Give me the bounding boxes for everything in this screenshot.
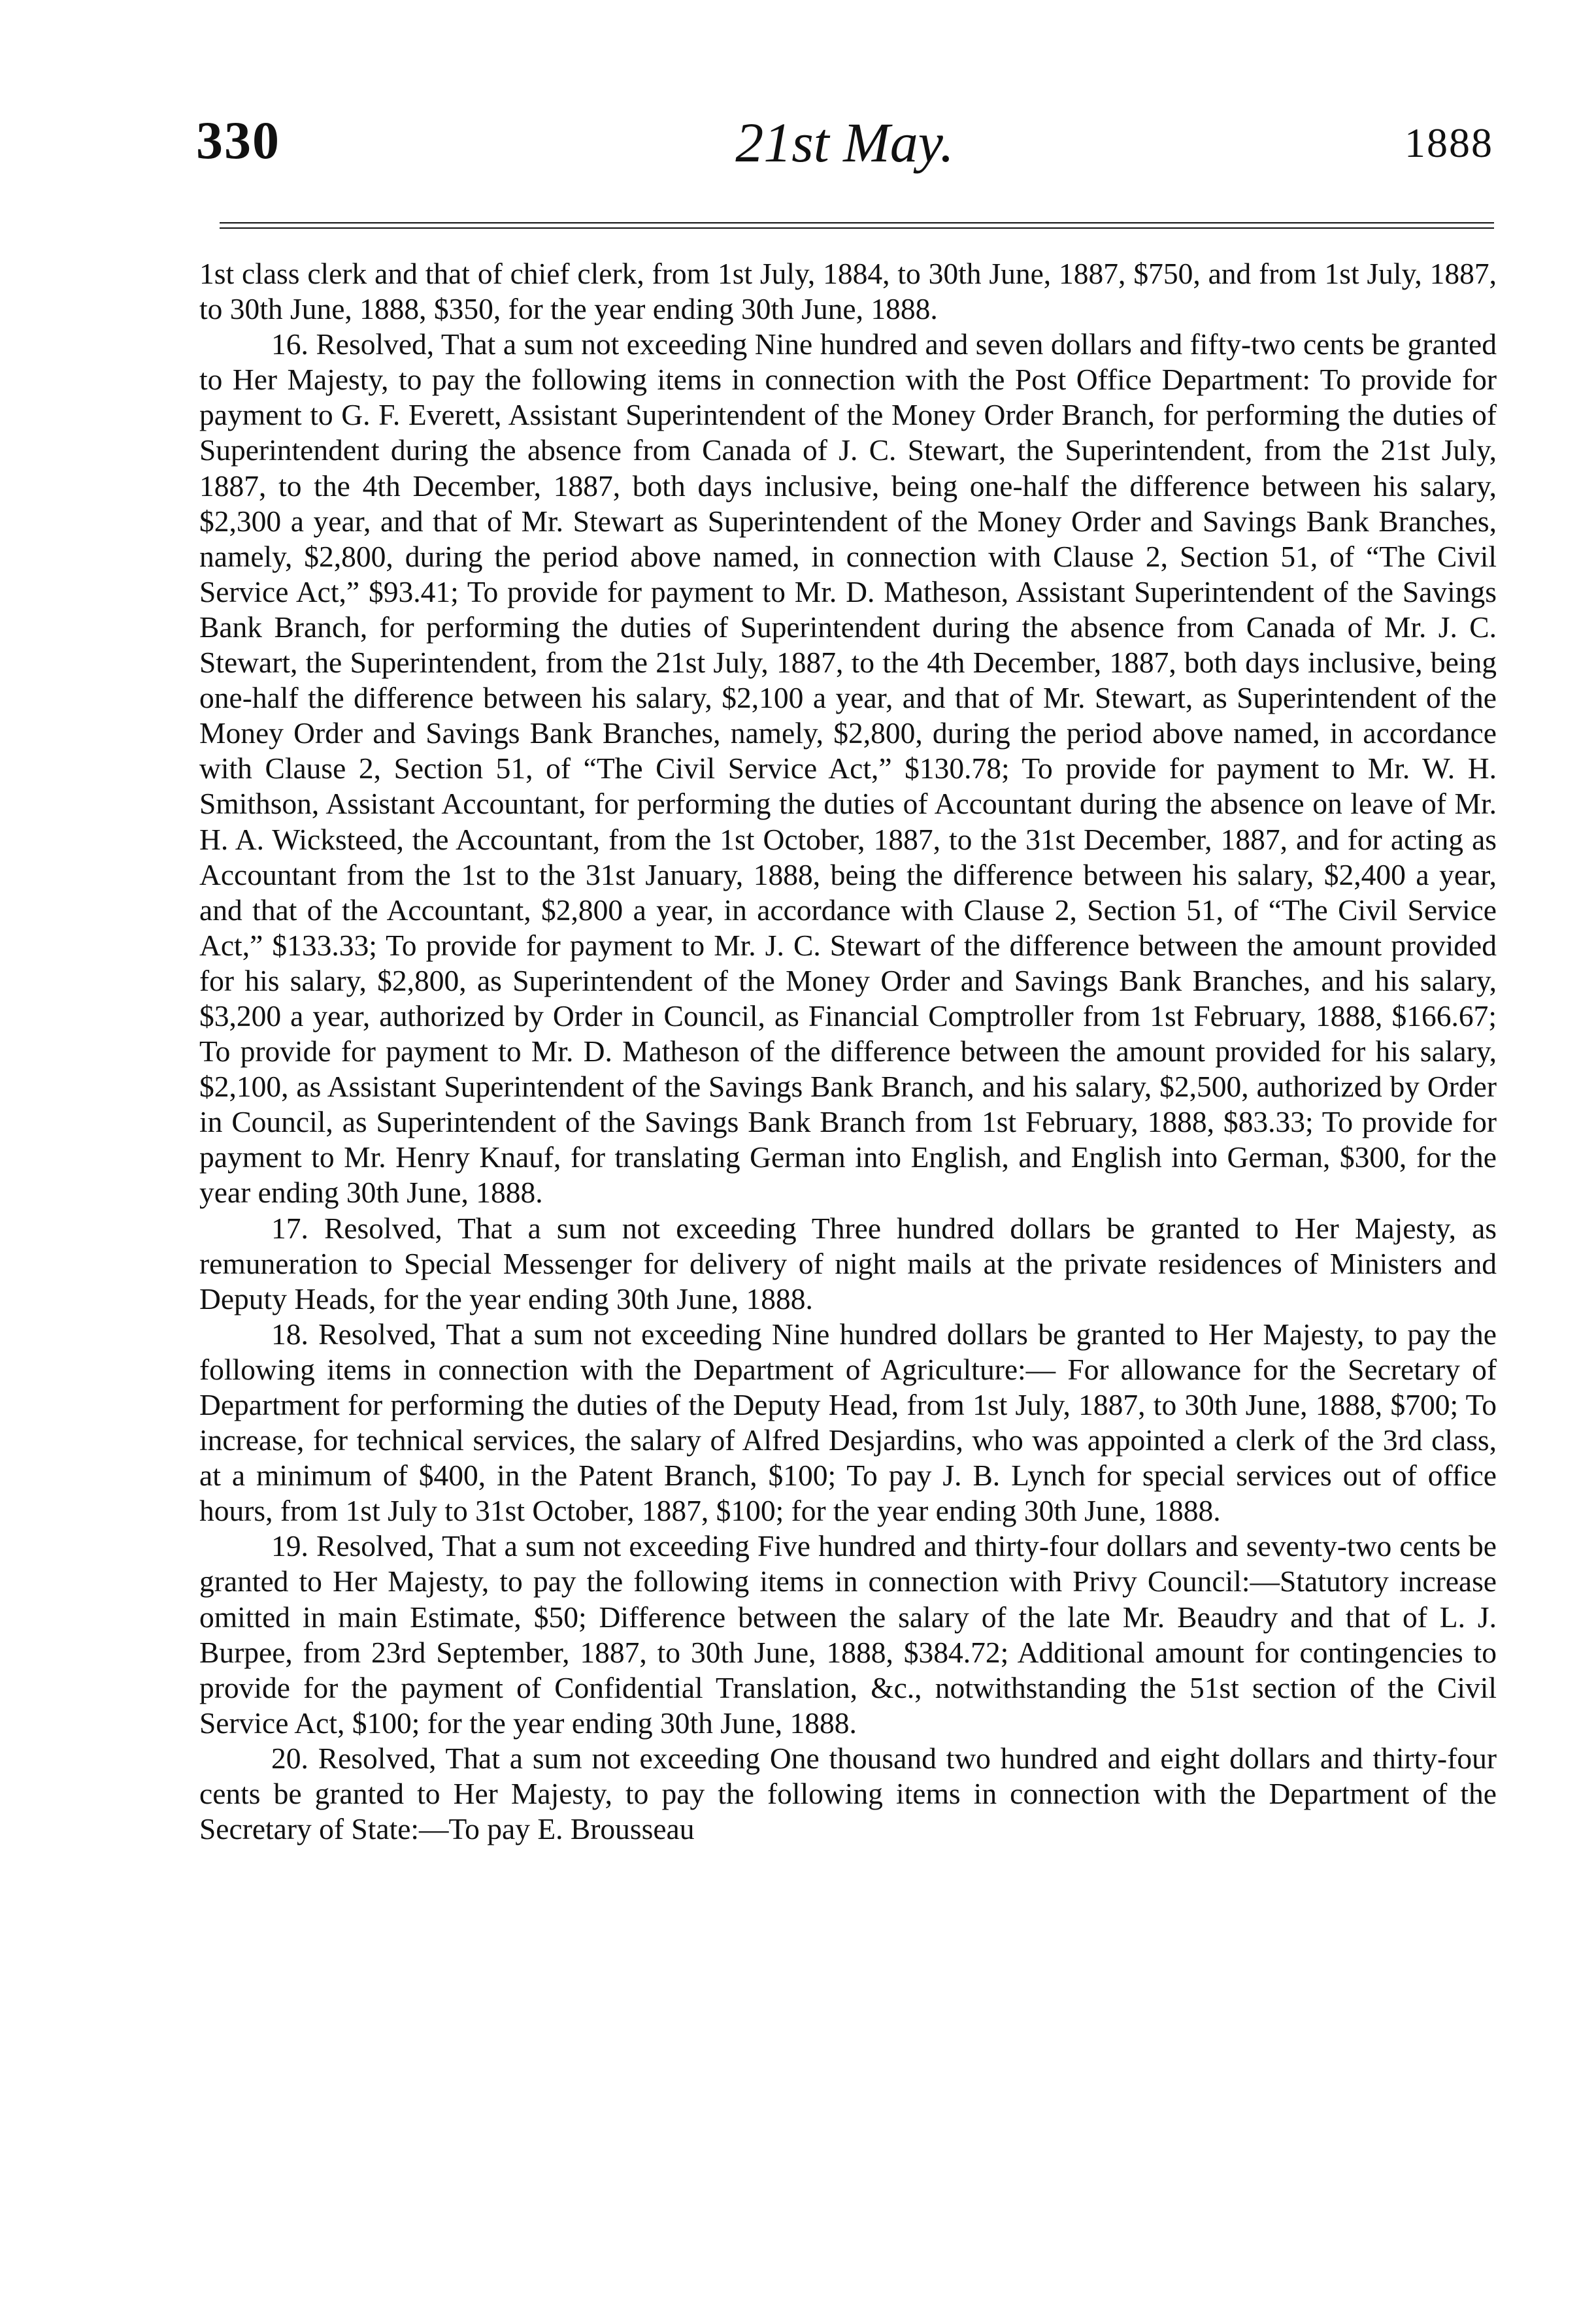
- page-header: [196, 110, 1493, 182]
- header-rule-bottom: [220, 227, 1494, 229]
- paragraph-resolution-18: 18. Resolved, That a sum not exceeding Nine hundred dollars be granted to Her Majesty, to pay the following items in connection with the Department of Agriculture:— For allowance for the Secretary of Department for performing the duties of the Deputy Head, from 1st July, 1887, to 30th June, 1888, $700; To increase, for technical services, the salary of Alfred Desjardins, who was appointed a clerk of the 3rd class, at a minimum of $400, in the Patent Branch, $100; To pay J. B. Lynch for special services out of office hours, from 1st July to 31st October, 1887, $100; for the year ending 30th June, 1888.: [199, 1317, 1497, 1528]
- paragraph-continuation: 1st class clerk and that of chief clerk, from 1st July, 1884, to 30th June, 1887, $750, and from 1st July, 1887, to 30th June, 1888, $350, for the year ending 30th June, 1888.: [199, 257, 1497, 326]
- page-number: 330: [196, 110, 280, 170]
- header-rule-top: [220, 222, 1494, 223]
- paragraph-resolution-16: 16. Resolved, That a sum not exceeding Nine hundred and seven dollars and fifty-two cents be granted to Her Majesty, to pay the following items in connection with the Post Office Department: To provide for payment to G. F. Everett, Assistant Superintendent of the Money Order Branch, for performing the duties of Superintendent during the absence from Canada of J. C. Stewart, the Superintendent, from the 21st July, 1887, to the 4th December, 1887, both days inclusive, being one-half the difference between his salary, $2,300 a year, and that of Mr. Stewart as Superintendent of the Money Order and Savings Bank Branches, namely, $2,800, during the period above named, in connection with Clause 2, Section 51, of “The Civil Service Act,” $93.41; To provide for payment to Mr. D. Matheson, Assistant Superintendent of the Savings Bank Branch, for performing the duties of Superintendent during the absence from Canada of Mr. J. C. Stewart, the Superintendent, from the 21st July, 1887, to the 4th December, 1887, both days inclusive, being one-half the difference between his salary, $2,100 a year, and that of Mr. Stewart, as Superintendent of the Money Order and Savings Bank Branches, namely, $2,800, during the period above named, in accordance with Clause 2, Section 51, of “The Civil Service Act,” $130.78; To provide for payment to Mr. W. H. Smithson, Assistant Accountant, for performing the duties of Accountant during the absence on leave of Mr. H. A. Wicksteed, the Accountant, from the 1st October, 1887, to the 31st December, 1887, and for acting as Accountant from the 1st to the 31st January, 1888, being the difference between his salary, $2,400 a year, and that of the Accountant, $2,800 a year, in accordance with Clause 2, Section 51, of “The Civil Service Act,” $133.33; To provide for payment to Mr. J. C. Stewart of the difference between the amount provided for his salary, $2,800, as Superintendent of the Money Order and Savings Bank Branches, and his salary, $3,200 a year, authorized by Order in Council, as Financial Comptroller from 1st February, 1888, $166.67; To provide for payment to Mr. D. Matheson of the difference between the amount provided for his salary, $2,100, as Assistant Superintendent of the Savings Bank Branch, and his salary, $2,500, authorized by Order in Council, as Superintendent of the Savings Bank Branch from 1st February, 1888, $83.33; To provide for payment to Mr. Henry Knauf, for translating German into English, and English into German, $300, for the year ending 30th June, 1888.: [199, 327, 1497, 1210]
- paragraph-resolution-17: 17. Resolved, That a sum not exceeding Three hundred dollars be granted to Her Majesty, as remuneration to Special Messenger for delivery of night mails at the private residences of Ministers and Deputy Heads, for the year ending 30th June, 1888.: [199, 1211, 1497, 1315]
- header-year: 1888: [1405, 120, 1493, 166]
- body-text: [199, 256, 1497, 1847]
- paragraph-resolution-19: 19. Resolved, That a sum not exceeding Five hundred and thirty-four dollars and seventy-two cents be granted to Her Majesty, to pay the following items in connection with Privy Council:—Statutory increase omitted in main Estimate, $50; Difference between the salary of the late Mr. Beaudry and that of L. J. Burpee, from 23rd September, 1887, to 30th June, 1888, $384.72; Additional amount for contingencies to provide for the payment of Confidential Translation, &c., notwithstanding the 51st section of the Civil Service Act, $100; for the year ending 30th June, 1888.: [199, 1529, 1497, 1740]
- running-title: 21st May.: [735, 111, 954, 174]
- paragraph-resolution-20: 20. Resolved, That a sum not exceeding One thousand two hundred and eight dollars and thirty-four cents be granted to Her Majesty, to pay the following items in connection with the Department of the Secretary of State:—To pay E. Brousseau: [199, 1741, 1497, 1846]
